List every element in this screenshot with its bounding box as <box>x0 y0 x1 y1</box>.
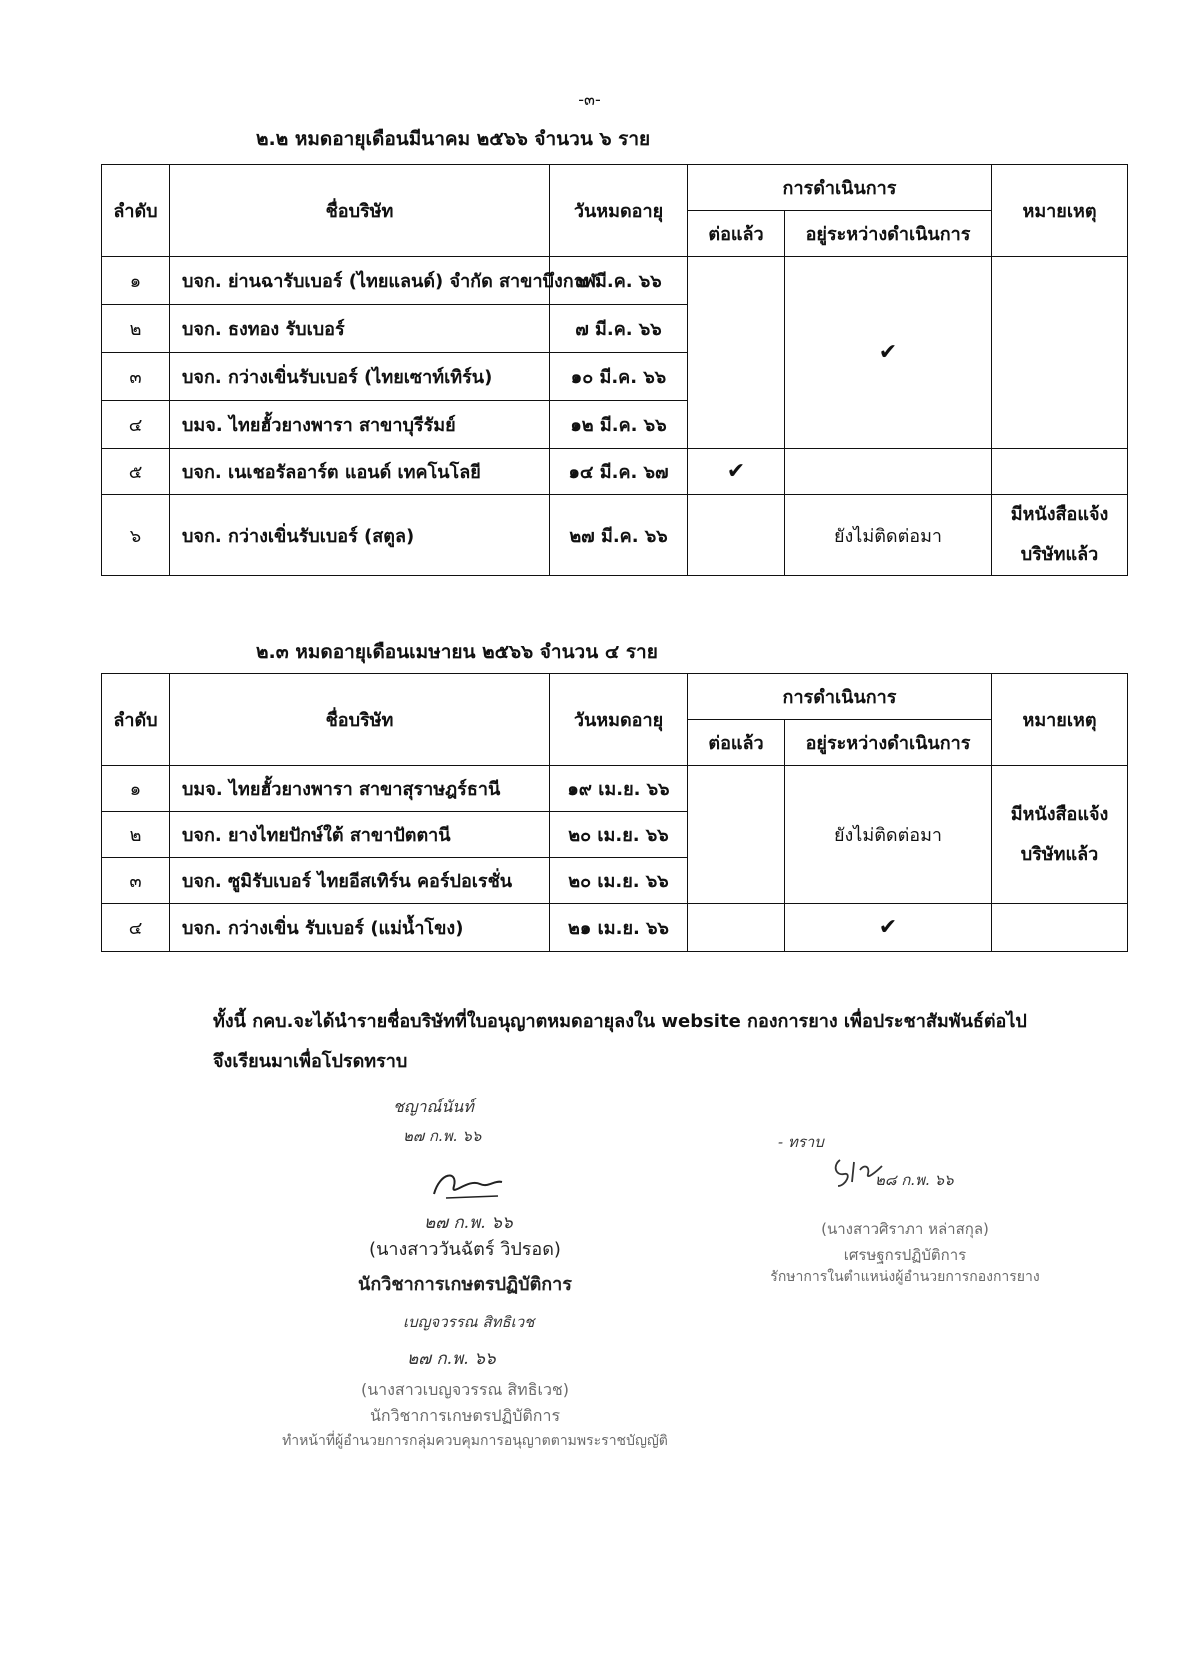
header-expiry: วันหมดอายุ <box>550 165 688 257</box>
header-no: ลำดับ <box>102 165 170 257</box>
header-company: ชื่อบริษัท <box>170 165 550 257</box>
in-progress-cell <box>785 904 992 952</box>
remark-line: บริษัทแล้ว <box>1020 843 1099 865</box>
remark-text <box>992 766 1128 904</box>
table-april <box>101 673 1128 952</box>
row-expiry: ๑๙ เม.ย. ๖๖ <box>550 766 688 812</box>
check-mark-icon: ✔ <box>878 340 898 365</box>
renewed-cell <box>688 495 785 576</box>
row-company: บจก. เนเชอรัลอาร์ต แอนด์ เทคโนโลยี <box>170 449 550 495</box>
row-company: บจก. กว่างเขิ่นรับเบอร์ (ไทยเซาท์เทิร์น) <box>170 353 550 401</box>
row-no: ๑ <box>102 257 170 305</box>
header-renewed: ต่อแล้ว <box>688 211 785 257</box>
signature-3-name: (นางสาวศิราภา หล่าสกุล) <box>821 1220 989 1238</box>
handwritten-note-date: ๒๗ ก.พ. ๖๖ <box>403 1127 482 1145</box>
row-no: ๓ <box>102 858 170 904</box>
signature-3-note: - ทราบ <box>778 1133 824 1151</box>
renewed-cell <box>688 257 785 449</box>
row-expiry: ๒๐ เม.ย. ๖๖ <box>550 812 688 858</box>
remark-line: บริษัทแล้ว <box>1020 544 1099 565</box>
header-in-progress: อยู่ระหว่างดำเนินการ <box>785 211 992 257</box>
header-renewed: ต่อแล้ว <box>688 720 785 766</box>
row-no: ๑ <box>102 766 170 812</box>
row-expiry: ๒๑ เม.ย. ๖๖ <box>550 904 688 952</box>
row-no: ๕ <box>102 449 170 495</box>
signature-3-date: ๒๘ ก.พ. ๖๖ <box>875 1171 954 1189</box>
signature-2-role: ทำหน้าที่ผู้อำนวยการกลุ่มควบคุมการอนุญาตตามพระราชบัญญัติ <box>282 1433 668 1449</box>
in-progress-cell <box>785 257 992 449</box>
signature-1-title: นักวิชาการเกษตรปฏิบัติการ <box>358 1274 572 1295</box>
row-company: บจก. กว่างเขิ่น รับเบอร์ (แม่น้ำโขง) <box>170 904 550 952</box>
page-number: -๓- <box>578 90 601 109</box>
status-text: ยังไม่ติดต่อมา <box>785 766 992 904</box>
row-company: บจก. ยางไทยปักษ์ใต้ สาขาปัตตานี <box>170 812 550 858</box>
signature-2-title: นักวิชาการเกษตรปฏิบัติการ <box>369 1406 561 1425</box>
section-title-march: ๒.๒ หมดอายุเดือนมีนาคม ๒๕๖๖ จำนวน ๖ ราย <box>256 128 651 150</box>
table-march <box>101 164 1128 576</box>
remark-cell <box>992 257 1128 449</box>
remark-text <box>992 495 1128 576</box>
row-expiry: ๑๔ มี.ค. ๖๗ <box>550 449 688 495</box>
closing-line-1: ทั้งนี้ กคบ.จะได้นำรายชื่อบริษัทที่ใบอนุญาตหมดอายุลงใน website กองการยาง เพื่อประชาสัมพันธ์ต่อไป <box>213 1011 1027 1032</box>
signature-1-name: (นางสาววันฉัตร์ วิปรอด) <box>369 1239 561 1260</box>
header-company: ชื่อบริษัท <box>170 674 550 766</box>
row-expiry: ๒๗ มี.ค. ๖๖ <box>550 495 688 576</box>
header-in-progress: อยู่ระหว่างดำเนินการ <box>785 720 992 766</box>
section-title-april: ๒.๓ หมดอายุเดือนเมษายน ๒๕๖๖ จำนวน ๔ ราย <box>256 641 658 663</box>
header-action: การดำเนินการ <box>688 165 992 211</box>
row-no: ๒ <box>102 305 170 353</box>
signature-2-date: ๒๗ ก.พ. ๖๖ <box>407 1349 496 1369</box>
check-mark-icon: ✔ <box>878 915 898 940</box>
signature-2-handwritten: เบญจวรรณ สิทธิเวช <box>403 1313 535 1331</box>
check-mark-icon: ✔ <box>726 459 746 484</box>
row-company: บจก. ย่านฉารับเบอร์ (ไทยแลนด์) จำกัด สาขาบึงกาฬ <box>170 257 550 305</box>
row-expiry: ๒๐ เม.ย. ๖๖ <box>550 858 688 904</box>
header-remark: หมายเหตุ <box>992 165 1128 257</box>
signature-3-role: รักษาการในตำแหน่งผู้อำนวยการกองการยาง <box>770 1269 1040 1285</box>
header-expiry: วันหมดอายุ <box>550 674 688 766</box>
row-company: บมจ. ไทยฮั้วยางพารา สาขาสุราษฎร์ธานี <box>170 766 550 812</box>
row-expiry: ๗ มี.ค. ๖๖ <box>550 305 688 353</box>
row-expiry: ๗ มี.ค. ๖๖ <box>550 257 688 305</box>
renewed-cell <box>688 904 785 952</box>
remark-cell <box>992 904 1128 952</box>
signature-2-name: (นางสาวเบญจวรรณ สิทธิเวช) <box>360 1380 570 1399</box>
row-no: ๖ <box>102 495 170 576</box>
remark-cell <box>992 449 1128 495</box>
row-expiry: ๑๒ มี.ค. ๖๖ <box>550 401 688 449</box>
row-no: ๔ <box>102 904 170 952</box>
row-company: บจก. ซูมิรับเบอร์ ไทยอีสเทิร์น คอร์ปอเรชั่น <box>170 858 550 904</box>
row-expiry: ๑๐ มี.ค. ๖๖ <box>550 353 688 401</box>
renewed-cell <box>688 449 785 495</box>
row-company: บจก. ธงทอง รับเบอร์ <box>170 305 550 353</box>
row-company: บมจ. ไทยฮั้วยางพารา สาขาบุรีรัมย์ <box>170 401 550 449</box>
row-company: บจก. กว่างเขิ่นรับเบอร์ (สตูล) <box>170 495 550 576</box>
signature-1-icon <box>428 1168 508 1204</box>
table-row <box>102 257 1128 305</box>
remark-line: มีหนังสือแจ้ง <box>1010 504 1109 525</box>
signature-1-date: ๒๗ ก.พ. ๖๖ <box>424 1213 513 1233</box>
closing-line-2: จึงเรียนมาเพื่อโปรดทราบ <box>213 1051 408 1072</box>
status-text: ยังไม่ติดต่อมา <box>785 495 992 576</box>
handwritten-note: ชญาณ์นันท์ <box>393 1097 474 1116</box>
header-no: ลำดับ <box>102 674 170 766</box>
signature-3-title: เศรษฐกรปฏิบัติการ <box>843 1246 967 1264</box>
table-row <box>102 766 1128 812</box>
header-remark: หมายเหตุ <box>992 674 1128 766</box>
table-row <box>102 495 1128 576</box>
table-row <box>102 449 1128 495</box>
remark-line: มีหนังสือแจ้ง <box>1010 803 1109 825</box>
row-no: ๒ <box>102 812 170 858</box>
row-no: ๔ <box>102 401 170 449</box>
row-no: ๓ <box>102 353 170 401</box>
header-action: การดำเนินการ <box>688 674 992 720</box>
renewed-cell <box>688 766 785 904</box>
in-progress-cell <box>785 449 992 495</box>
table-row <box>102 904 1128 952</box>
